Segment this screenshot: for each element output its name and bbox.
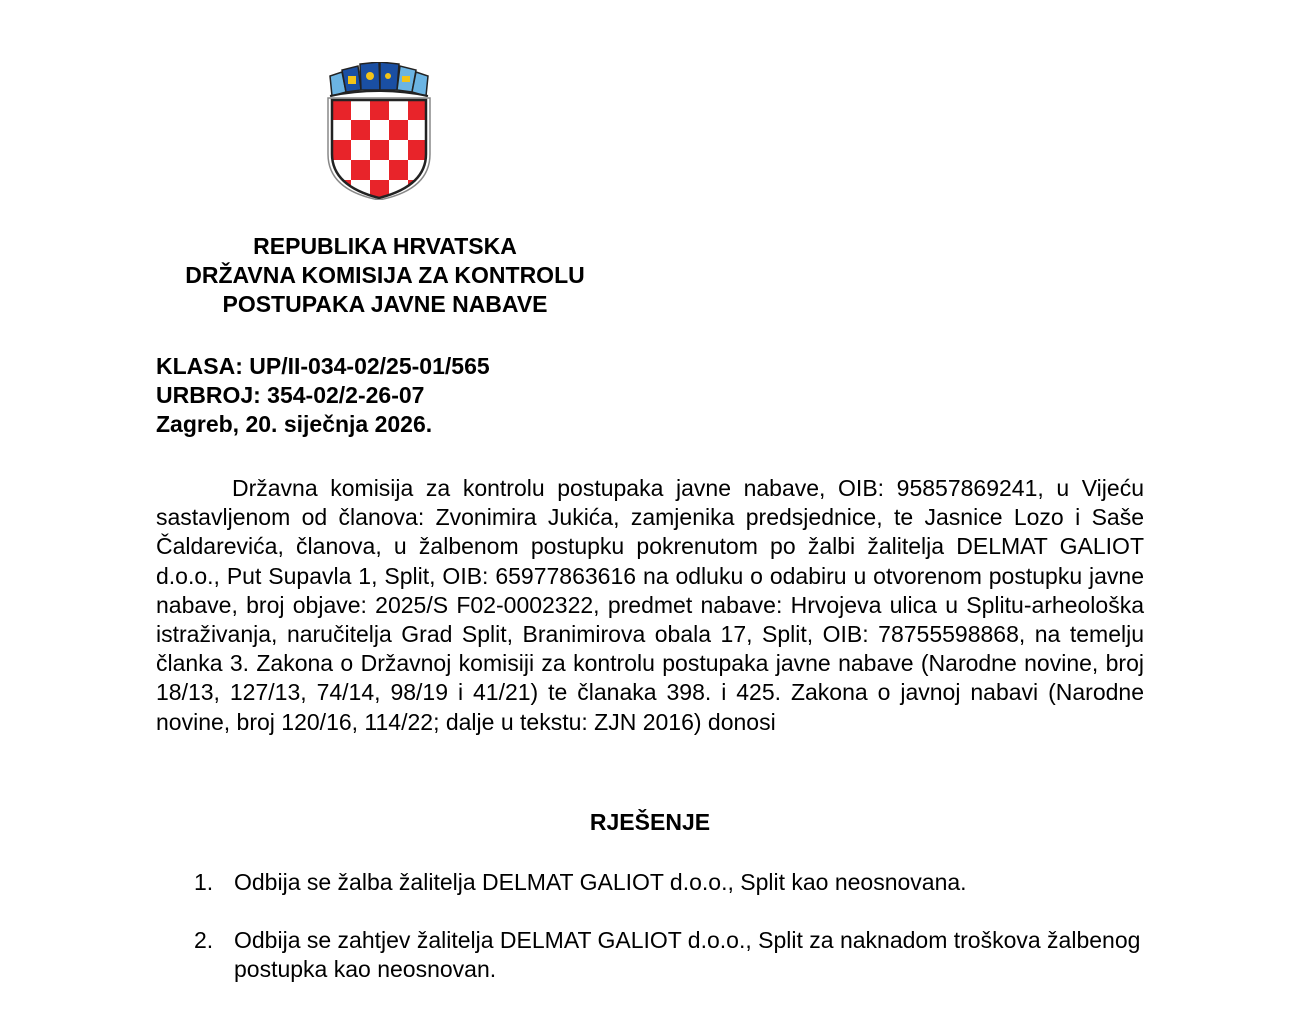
ruling-item — [190, 868, 1150, 897]
header-line-commission: DRŽAVNA KOMISIJA ZA KONTROLU — [185, 262, 585, 288]
institution-header — [120, 232, 650, 319]
checkerboard-shield — [332, 100, 427, 200]
header-line-republic: REPUBLIKA HRVATSKA — [253, 233, 517, 259]
klasa-reference: KLASA: UP/II-034-02/25-01/565 — [156, 353, 490, 379]
document-references — [156, 352, 490, 439]
intro-paragraph: Državna komisija za kontrolu postupaka javne nabave, OIB: 95857869241, u Vijeću sastavljenom od članova: Zvonimira Jukića, zamjenika predsjednice, te Jasnice Lozo i Saše Čaldarevića, članova, u žalbenom postupku pokrenutom po žalbi žalitelja DELMAT GALIOT d.o.o., Put Supavla 1, Split, OIB: 65977863616 na odluku o odabiru u otvorenom postupku javne nabave, broj objave: 2025/S F02-0002322, predmet nabave: Hrvojeva ulica u Splitu-arheološka istraživanja, naručitelja Grad Split, Branimirova obala 17, Split, OIB: 78755598868, na temelju članka 3. Zakona o Državnoj komisiji za kontrolu postupaka javne nabave (Narodne novine, broj 18/13, 127/13, 74/14, 98/19 i 41/21) te članaka 398. i 425. Zakona o javnoj nabavi (Narodne novine, broj 120/16, 114/22; dalje u tekstu: ZJN 2016) donosi — [156, 475, 1144, 735]
ruling-item — [190, 926, 1150, 984]
ruling-item-number: 2. — [194, 927, 214, 953]
urbroj-reference: URBROJ: 354-02/2-26-07 — [156, 382, 425, 408]
ruling-title-text: RJEŠENJE — [589, 809, 711, 835]
ruling-item-number: 1. — [194, 869, 214, 895]
ruling-title — [0, 808, 1300, 837]
document-date: Zagreb, 20. siječnja 2026. — [156, 411, 433, 437]
ruling-item-text: Odbija se žalba žalitelja DELMAT GALIOT d.o.o., Split kao neosnovana. — [234, 869, 967, 895]
ruling-item-text: Odbija se zahtjev žalitelja DELMAT GALIOT d.o.o., Split za naknadom troškova žalbenog postupka kao neosnovan. — [234, 927, 1141, 982]
coat-of-arms-emblem — [324, 62, 434, 200]
crown-icon — [330, 62, 428, 96]
ruling-items — [190, 868, 1150, 1013]
header-line-procurement: POSTUPAKA JAVNE NABAVE — [222, 291, 548, 317]
